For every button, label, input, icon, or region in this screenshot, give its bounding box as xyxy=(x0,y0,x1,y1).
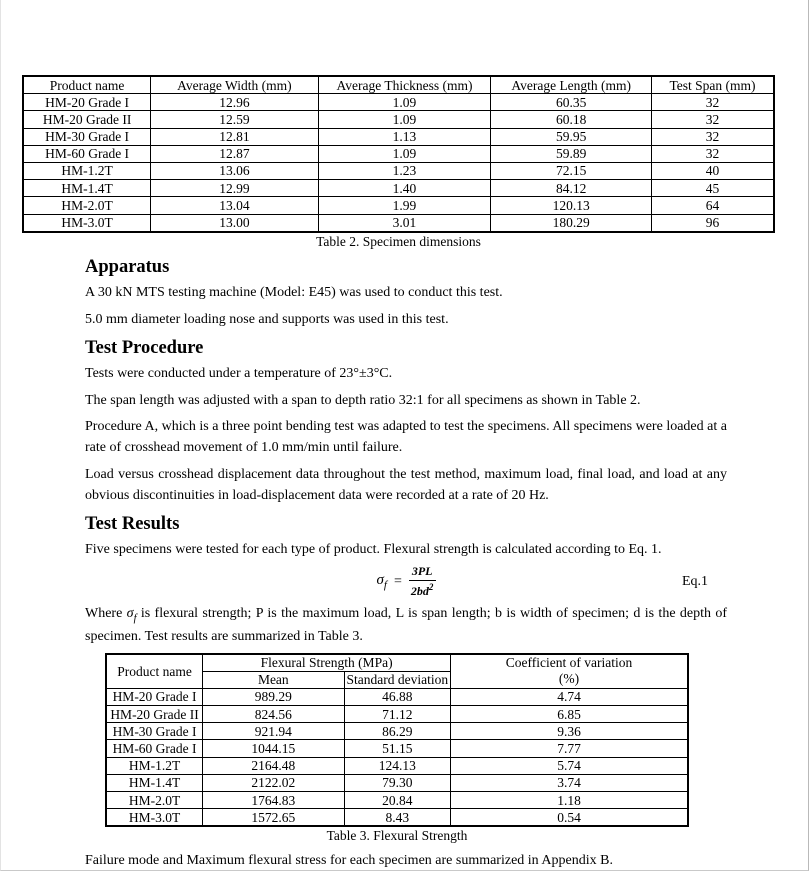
equation-fraction xyxy=(409,565,436,599)
apparatus-heading: Apparatus xyxy=(85,257,170,278)
table-cell: 20.84 xyxy=(344,792,451,809)
table-row xyxy=(106,706,688,723)
table-cell: 1.18 xyxy=(451,792,688,809)
paragraph: The span length was adjusted with a span to depth ratio 32:1 for all specimens as shown in Table 2. xyxy=(85,392,641,408)
equation-label: Eq.1 xyxy=(681,573,708,589)
column-header: Mean xyxy=(203,671,344,688)
table-cell: 5.74 xyxy=(451,757,688,774)
table-row xyxy=(23,145,774,162)
column-header: Test Span (mm) xyxy=(652,76,774,94)
table-cell: 6.85 xyxy=(451,706,688,723)
closing-paragraph: Failure mode and Maximum flexural stress for each specimen are summarized in Appendix B. xyxy=(85,852,613,868)
table-cell: HM-30 Grade I xyxy=(23,128,151,145)
table-cell: 3.74 xyxy=(451,774,688,791)
paragraph: 5.0 mm diameter loading nose and supports was used in this test. xyxy=(85,311,449,327)
table-cell: 124.13 xyxy=(344,757,451,774)
table-cell: 1.13 xyxy=(318,128,491,145)
table-cell: 12.87 xyxy=(151,145,318,162)
table-cell: 1.09 xyxy=(318,145,491,162)
table-row xyxy=(106,723,688,740)
table-cell: HM-1.2T xyxy=(106,757,203,774)
table-cell: 13.06 xyxy=(151,162,318,179)
column-header: Average Width (mm) xyxy=(151,76,318,94)
table-cell: 12.59 xyxy=(151,111,318,128)
table-row xyxy=(23,197,774,214)
table-cell: 72.15 xyxy=(491,162,652,179)
table-cell: 1.99 xyxy=(318,197,491,214)
table-cell: 12.81 xyxy=(151,128,318,145)
table-row xyxy=(106,792,688,809)
table-cell: 71.12 xyxy=(344,706,451,723)
table-cell: 45 xyxy=(652,180,774,197)
table-cell: 989.29 xyxy=(203,688,344,705)
table-header-row xyxy=(106,654,688,672)
table-cell: 79.30 xyxy=(344,774,451,791)
table-cell: 12.99 xyxy=(151,180,318,197)
table-row xyxy=(23,214,774,232)
paragraph: Where $\sigma_f$ is flexural strength; P is the maximum load, L is span length; b is width of specimen; d is the depth of specimen. Test results are summarized in Table 3. xyxy=(85,605,728,645)
table-row xyxy=(23,162,774,179)
table-row xyxy=(106,809,688,827)
table-cell: 1.23 xyxy=(318,162,491,179)
table-cell: 2122.02 xyxy=(203,774,344,791)
table-cell: HM-2.0T xyxy=(106,792,203,809)
table-row xyxy=(23,94,774,111)
table-cell: HM-20 Grade II xyxy=(23,111,151,128)
table-cell: HM-1.2T xyxy=(23,162,151,179)
equation-expression xyxy=(376,565,435,599)
table-cell: 2164.48 xyxy=(203,757,344,774)
table-cell: 180.29 xyxy=(491,214,652,232)
flexural-strength-equation xyxy=(85,563,727,598)
paragraph: Load versus crosshead displacement data throughout the test method, maximum load, final load, and load at any obvious discontinuities in load-displacement data were recorded at a rate of 20 Hz. xyxy=(85,466,727,503)
table-cell: 59.89 xyxy=(491,145,652,162)
table-row xyxy=(23,128,774,145)
column-header: Product name xyxy=(106,654,203,689)
column-header: Coefficient of variation (%) xyxy=(451,654,688,689)
table-cell: 40 xyxy=(652,162,774,179)
table-cell: 13.00 xyxy=(151,214,318,232)
fraction-denominator: $2bd^2$ xyxy=(410,581,434,598)
table-cell: 4.74 xyxy=(451,688,688,705)
table-cell: 46.88 xyxy=(344,688,451,705)
table-row xyxy=(106,757,688,774)
paragraph: Tests were conducted under a temperature of 23°±3°C. xyxy=(85,366,393,382)
table-cell: HM-20 Grade I xyxy=(106,688,203,705)
table-cell: 60.18 xyxy=(491,111,652,128)
table-cell: 32 xyxy=(652,111,774,128)
sigma-f-symbol: $\sigma_f$ xyxy=(376,572,387,591)
fraction-numerator: 3PL xyxy=(409,565,436,581)
table-cell: 1572.65 xyxy=(203,809,344,827)
test-results-heading: Test Results xyxy=(85,513,180,534)
column-header: Average Thickness (mm) xyxy=(318,76,491,94)
table-cell: 13.04 xyxy=(151,197,318,214)
table-cell: 32 xyxy=(652,145,774,162)
table-cell: 0.54 xyxy=(451,809,688,827)
table-cell: 12.96 xyxy=(151,94,318,111)
table3-caption: Table 3. Flexural Strength xyxy=(326,828,468,844)
paragraph: Procedure A, which is a three point bending test was adapted to test the specimens. All specimens were loaded at a rate of crosshead movement of 1.0 mm/min until failure. xyxy=(85,419,727,456)
table-cell: HM-60 Grade I xyxy=(106,740,203,757)
table-cell: 86.29 xyxy=(344,723,451,740)
table-cell: 84.12 xyxy=(491,180,652,197)
table-cell: 1044.15 xyxy=(203,740,344,757)
table-row xyxy=(23,180,774,197)
table-cell: HM-3.0T xyxy=(23,214,151,232)
table-cell: 824.56 xyxy=(203,706,344,723)
table-cell: 3.01 xyxy=(318,214,491,232)
table-cell: 1764.83 xyxy=(203,792,344,809)
test-procedure-heading: Test Procedure xyxy=(85,337,204,358)
table-cell: 7.77 xyxy=(451,740,688,757)
table-cell: 921.94 xyxy=(203,723,344,740)
table-cell: 64 xyxy=(652,197,774,214)
table-row xyxy=(106,774,688,791)
table-cell: HM-20 Grade II xyxy=(106,706,203,723)
table-row xyxy=(106,688,688,705)
table-header-row xyxy=(23,76,774,94)
table-cell: HM-30 Grade I xyxy=(106,723,203,740)
table-cell: 59.95 xyxy=(491,128,652,145)
sigma-f-inline: $\sigma_f$ xyxy=(126,605,137,624)
table-row xyxy=(106,740,688,757)
table-cell: 60.35 xyxy=(491,94,652,111)
table-cell: HM-2.0T xyxy=(23,197,151,214)
table-cell: 1.09 xyxy=(318,94,491,111)
table-cell: 51.15 xyxy=(344,740,451,757)
table-cell: 32 xyxy=(652,94,774,111)
table-cell: HM-1.4T xyxy=(106,774,203,791)
specimen-dimensions-table xyxy=(22,75,775,233)
document-body xyxy=(85,257,727,647)
table-cell: 1.09 xyxy=(318,111,491,128)
table-cell: 32 xyxy=(652,128,774,145)
paragraph: A 30 kN MTS testing machine (Model: E45) was used to conduct this test. xyxy=(85,285,503,301)
table-cell: 96 xyxy=(652,214,774,232)
flexural-strength-table xyxy=(105,653,689,828)
table-cell: HM-20 Grade I xyxy=(23,94,151,111)
equals-sign: = xyxy=(393,573,402,589)
table-cell: 120.13 xyxy=(491,197,652,214)
column-header: Average Length (mm) xyxy=(491,76,652,94)
table-cell: HM-3.0T xyxy=(106,809,203,827)
column-header: Standard deviation xyxy=(344,671,451,688)
column-group-header: Flexural Strength (MPa) xyxy=(203,654,451,672)
paragraph: Five specimens were tested for each type of product. Flexural strength is calculated according to Eq. 1. xyxy=(85,542,662,557)
column-header: Product name xyxy=(23,76,151,94)
table-cell: 8.43 xyxy=(344,809,451,827)
table-cell: HM-1.4T xyxy=(23,180,151,197)
table-cell: 9.36 xyxy=(451,723,688,740)
table-row xyxy=(23,111,774,128)
table2-caption: Table 2. Specimen dimensions xyxy=(316,233,481,249)
table-cell: HM-60 Grade I xyxy=(23,145,151,162)
table-cell: 1.40 xyxy=(318,180,491,197)
